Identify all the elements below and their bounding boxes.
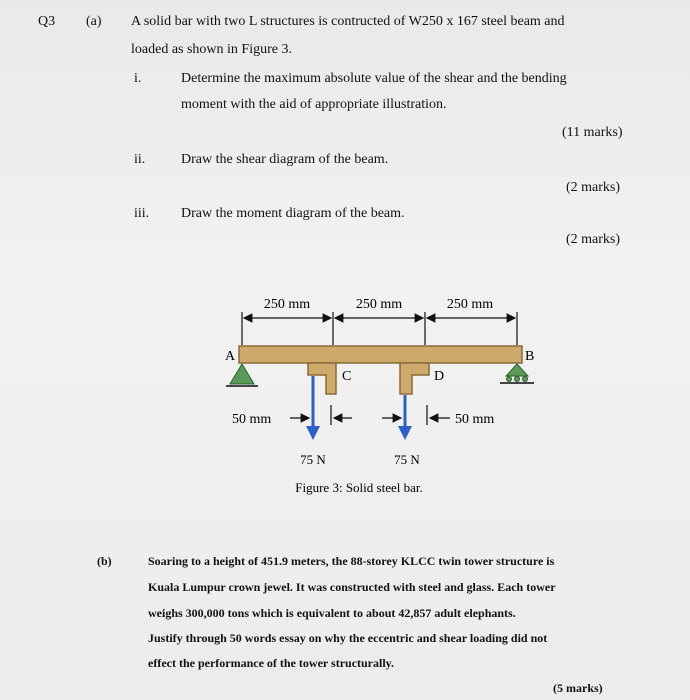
item-iii-text: Draw the moment diagram of the beam. <box>181 206 405 221</box>
part-b-line-2: Kuala Lumpur crown jewel. It was constructed with steel and glass. Each tower <box>148 580 556 594</box>
pin-support-a <box>226 364 258 386</box>
part-b-marks: (5 marks) <box>553 681 603 695</box>
offset-right-label: 50 mm <box>455 412 495 427</box>
item-i-line-1: Determine the maximum absolute value of the shear and the bending <box>181 71 567 86</box>
item-ii-number: ii. <box>134 152 146 167</box>
dim-label-2: 250 mm <box>355 297 403 312</box>
question-number: Q3 <box>38 14 56 29</box>
item-i-line-2: moment with the aid of appropriate illustration. <box>181 97 447 112</box>
dimension-lines <box>242 312 517 345</box>
item-ii-marks: (2 marks) <box>566 180 621 195</box>
item-i-marks: (11 marks) <box>562 125 623 140</box>
part-a-label: (a) <box>86 14 102 29</box>
roller-support-b <box>500 364 534 383</box>
item-i-number: i. <box>134 71 142 86</box>
offset-left-label: 50 mm <box>232 412 272 427</box>
part-b-line-1: Soaring to a height of 451.9 meters, the 88-storey KLCC twin tower structure is <box>148 554 555 568</box>
item-ii-text: Draw the shear diagram of the beam. <box>181 152 389 167</box>
load-arrow-left <box>306 376 320 440</box>
figure-caption: Figure 3: Solid steel bar. <box>295 480 423 495</box>
label-c: C <box>342 369 352 384</box>
item-iii-number: iii. <box>134 206 150 221</box>
load-label-right: 75 N <box>394 452 420 467</box>
load-label-left: 75 N <box>300 452 326 467</box>
dim-label-3: 250 mm <box>446 297 494 312</box>
part-b-line-5: effect the performance of the tower structurally. <box>148 656 395 670</box>
part-b-line-3: weighs 300,000 tons which is equivalent to about 42,857 adult elephants. <box>148 606 516 620</box>
part-b-line-4: Justify through 50 words essay on why the eccentric and shear loading did not <box>148 631 548 645</box>
part-b-label: (b) <box>97 554 112 568</box>
label-d: D <box>434 369 445 384</box>
label-a: A <box>225 349 236 364</box>
item-iii-marks: (2 marks) <box>566 232 621 247</box>
intro-line-1: A solid bar with two L structures is contructed of W250 x 167 steel beam and <box>131 14 565 29</box>
dim-label-1: 250 mm <box>263 297 311 312</box>
beam-with-l-brackets <box>239 346 522 394</box>
intro-line-2: loaded as shown in Figure 3. <box>131 42 292 57</box>
label-b: B <box>525 349 535 364</box>
